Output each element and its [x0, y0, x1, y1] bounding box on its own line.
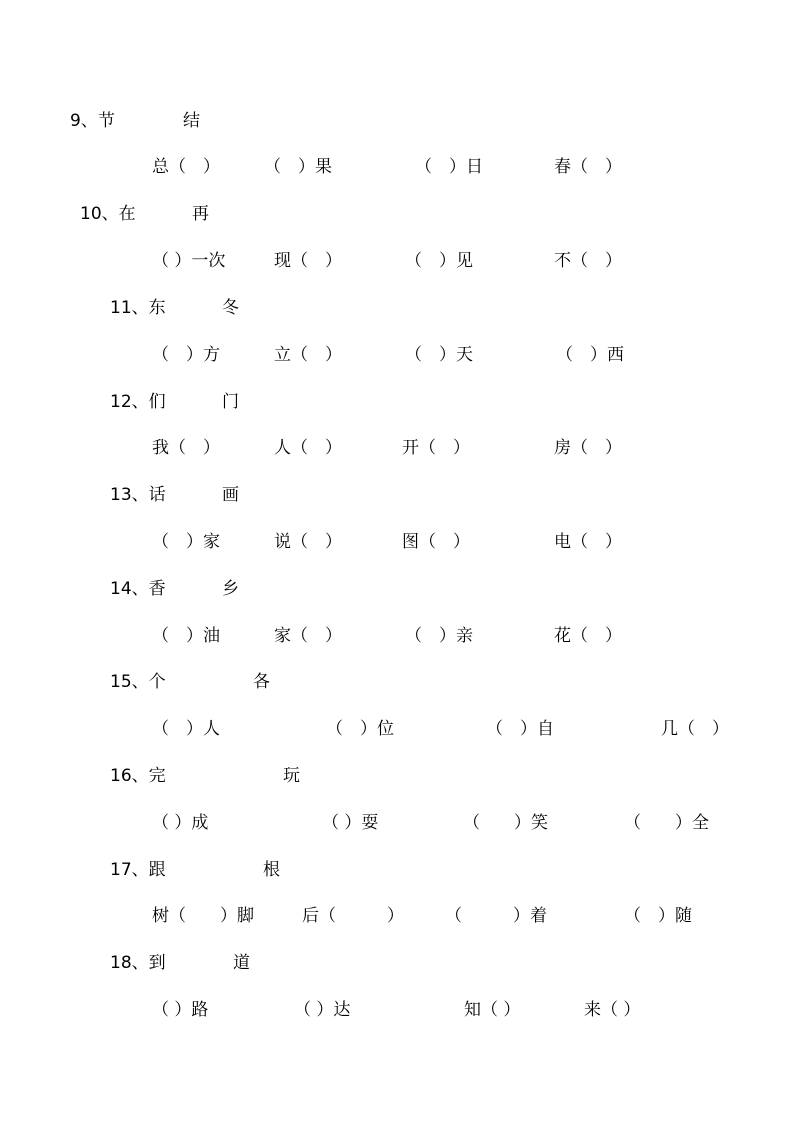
exercise-18-label: 18、到	[110, 953, 166, 973]
exercise-18-item-1: （ ）路	[152, 1000, 209, 1020]
exercise-18-pair: 道	[233, 953, 250, 973]
exercise-17-item-3: （ ）着	[445, 906, 547, 926]
exercise-10-pair: 再	[192, 204, 209, 224]
exercise-16-label: 16、完	[110, 766, 166, 786]
exercise-16-item-2: （ ）耍	[322, 813, 379, 833]
exercise-13-item-1: （ ）家	[152, 532, 220, 552]
exercise-17-item-4: （ ）随	[624, 906, 692, 926]
exercise-14-item-4: 花（ ）	[554, 626, 622, 646]
exercise-9-item-1: 总（ ）	[152, 157, 220, 177]
exercise-16-pair: 玩	[283, 766, 300, 786]
exercise-15-item-1: （ ）人	[152, 719, 220, 739]
exercise-15-item-3: （ ）自	[486, 719, 554, 739]
exercise-14-item-1: （ ）油	[152, 626, 220, 646]
exercise-14-item-2: 家（ ）	[274, 626, 342, 646]
exercise-13-pair: 画	[222, 485, 239, 505]
exercise-16-item-1: （ ）成	[152, 813, 209, 833]
exercise-11-item-1: （ ）方	[152, 345, 220, 365]
exercise-12-item-1: 我（ ）	[152, 438, 220, 458]
exercise-10-item-2: 现（ ）	[274, 251, 342, 271]
exercise-12-item-4: 房（ ）	[554, 438, 622, 458]
exercise-15-label: 15、个	[110, 672, 166, 692]
exercise-15-pair: 各	[253, 672, 270, 692]
exercise-10-item-1: （ ）一次	[152, 251, 226, 271]
exercise-13-item-4: 电（ ）	[554, 532, 622, 552]
exercise-17-item-1: 树（ ）脚	[152, 906, 254, 926]
exercise-9-item-4: 春（ ）	[554, 157, 622, 177]
exercise-11-pair: 冬	[222, 298, 239, 318]
exercise-18-item-3: 知（ ）	[464, 1000, 521, 1020]
exercise-16-item-3: （ ）笑	[463, 813, 548, 833]
exercise-11-item-2: 立（ ）	[274, 345, 342, 365]
exercise-12-item-2: 人（ ）	[274, 438, 342, 458]
exercise-12-pair: 门	[222, 392, 239, 412]
exercise-10-item-4: 不（ ）	[554, 251, 622, 271]
exercise-10-label: 10、在	[80, 204, 136, 224]
exercise-11-item-3: （ ）天	[405, 345, 473, 365]
exercise-15-item-4: 几（ ）	[661, 719, 729, 739]
exercise-10-item-3: （ ）见	[405, 251, 473, 271]
exercise-13-item-2: 说（ ）	[274, 532, 342, 552]
exercise-18-item-2: （ ）达	[294, 1000, 351, 1020]
exercise-13-item-3: 图（ ）	[402, 532, 470, 552]
exercise-9-pair: 结	[183, 111, 200, 131]
exercise-16-item-4: （ ）全	[624, 813, 709, 833]
exercise-9-label: 9、节	[70, 111, 115, 131]
exercise-9-item-3: （ ）日	[415, 157, 483, 177]
exercise-14-item-3: （ ）亲	[405, 626, 473, 646]
exercise-17-label: 17、跟	[110, 860, 166, 880]
exercise-17-pair: 根	[263, 860, 280, 880]
exercise-14-label: 14、香	[110, 579, 166, 599]
exercise-12-item-3: 开（ ）	[402, 438, 470, 458]
exercise-12-label: 12、们	[110, 392, 166, 412]
exercise-18-item-4: 来（ ）	[584, 1000, 641, 1020]
exercise-14-pair: 乡	[222, 579, 239, 599]
exercise-17-item-2: 后（ ）	[302, 906, 404, 926]
exercise-13-label: 13、话	[110, 485, 166, 505]
exercise-9-item-2: （ ）果	[264, 157, 332, 177]
exercise-15-item-2: （ ）位	[326, 719, 394, 739]
exercise-11-item-4: （ ）西	[556, 345, 624, 365]
exercise-11-label: 11、东	[110, 298, 166, 318]
